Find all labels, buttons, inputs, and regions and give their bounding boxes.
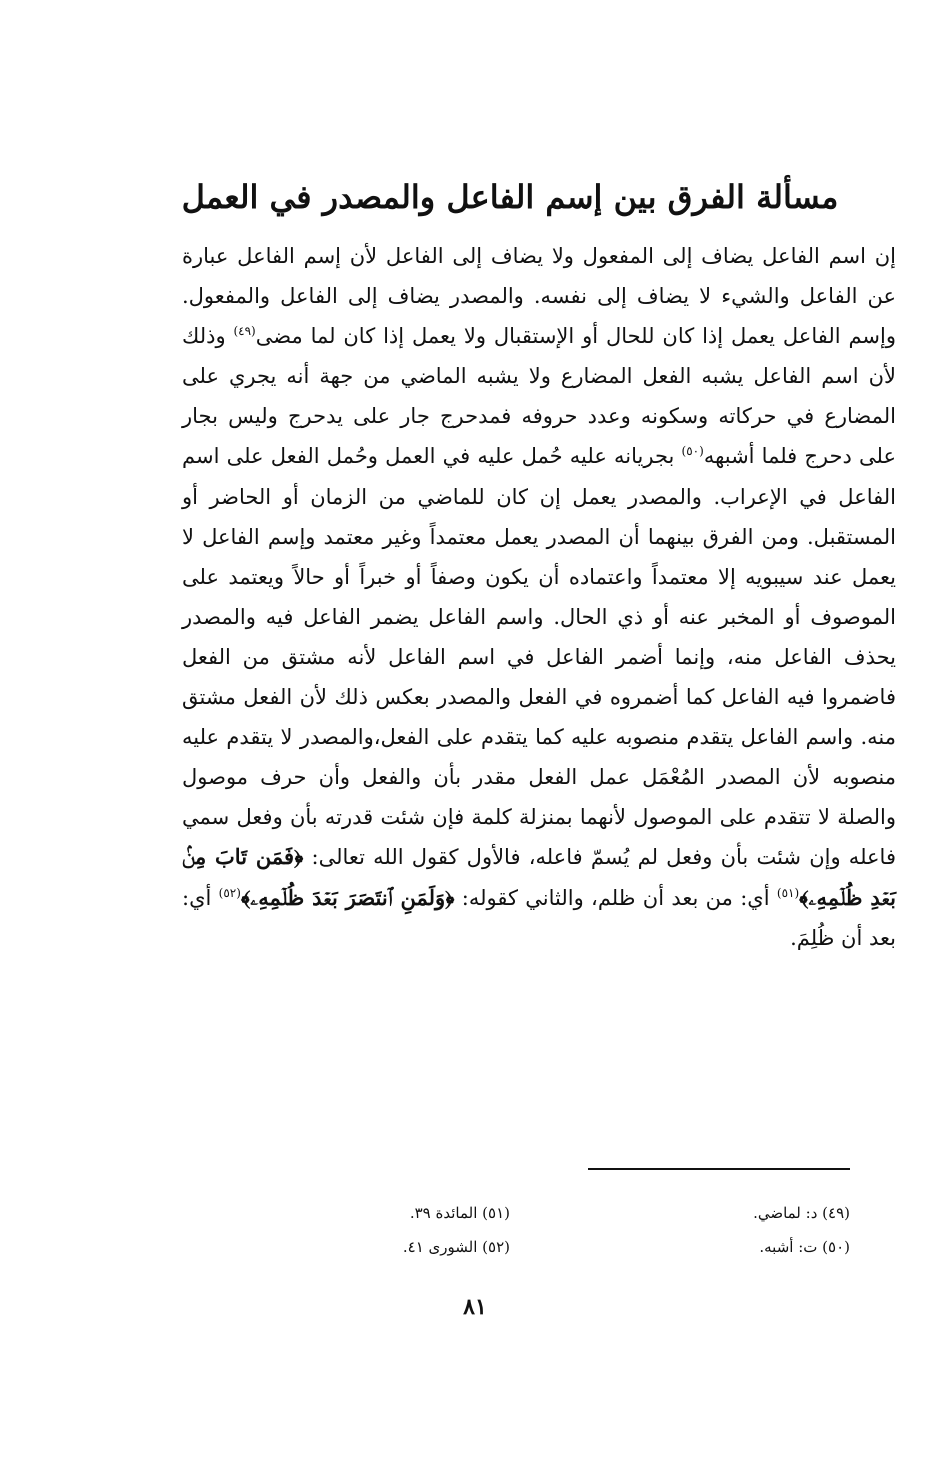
- section-title: مسألة الفرق بين إسم الفاعل والمصدر في العمل: [181, 178, 839, 216]
- text-run: إن اسم الفاعل يضاف إلى المفعول ولا يضاف إلى الفاعل لأن إسم الفاعل عبارة عن الفاعل والشيء لا يضاف إلى نفسه. والمصدر يضاف إلى الفاعل والمفعول. وإسم الفاعل يعمل إذا كان للحال أو الإستقبال ولا يعمل إذا كان لما مضى: [182, 244, 896, 349]
- paragraph: [182, 236, 896, 958]
- footnotes-column-left: [310, 1196, 510, 1264]
- footnote-50: (٥٠) ت: أشبه.: [759, 1238, 850, 1256]
- footnote-49: (٤٩) د: لماضي.: [753, 1204, 850, 1222]
- text-run: أي: بعد أن ظُلِمَ.: [182, 885, 896, 950]
- text-run: بجريانه عليه حُمل عليه في العمل وحُمل الفعل على اسم الفاعل في الإعراب. والمصدر يعمل إن كان للماضي من الزمان أو الحاضر أو المستقبل. ومن الفرق بينهما أن المصدر يعمل معتمداً وغير معتمد وإسم الفاعل لا يعمل عند سيبويه إلا معتمداً واعتماده أن يكون وصفاً أو خبراً أو حالاً ويعتمد على الموصوف أو المخبر عنه أو ذي الحال. واسم الفاعل يضمر الفاعل فيه والمصدر يحذف الفاعل منه، وإنما أضمر الفاعل في اسم الفاعل لأنه مشتق من الفعل فاضمروا فيه الفاعل كما أضمروه في الفعل والمصدر بعكس ذلك لأن الفعل مشتق منه. واسم الفاعل يتقدم منصوبه عليه كما يتقدم على الفعل،والمصدر لا يتقدم عليه منصوبه لأن المصدر المُعْمَل عمل الفعل مقدر بأن والفعل وأن حرف موصول والصلة لا تتقدم على الموصول لأنهما بمنزلة كلمة فإن شئت قدرته بأن وفعل سمي فاعله وإن شئت بأن وفعل لم يُسمّ فاعله، فالأول كقول الله تعالى:: [182, 444, 896, 870]
- footnote-52: (٥٢) الشورى ٤١.: [402, 1238, 510, 1256]
- text-run: وذلك لأن اسم الفاعل يشبه الفعل المضارع ولا يشبه الماضي من جهة أنه يجري على المضارع في حركاته وسكونه وعدد حروفه فمدحرج جار على يدحرج وليس بجار على دحرج فلما أشبهه: [182, 324, 896, 469]
- footnote-ref-49: (٤٩): [233, 324, 256, 339]
- text-run: أي: من بعد أن ظلم، والثاني كقوله:: [454, 885, 777, 910]
- footnote-ref-50: (٥٠): [681, 444, 704, 459]
- footnotes-column-right: [650, 1196, 850, 1264]
- quran-quote-2: ﴿وَلَمَنِ ٱنتَصَرَ بَعۡدَ ظُلۡمِهِۦ﴾: [240, 884, 455, 910]
- footnote-divider: [588, 1168, 850, 1170]
- footnote-ref-51: (٥١): [776, 885, 800, 900]
- footnote-51: (٥١) المائدة ٣٩.: [409, 1204, 510, 1222]
- footnote-ref-52: (٥٢): [218, 885, 241, 900]
- main-text: [182, 236, 896, 958]
- page-number: ٨١: [463, 1294, 487, 1320]
- quran-quote-1: ﴿فَمَن تَابَ مِنۢ بَعۡدِ ظُلۡمِهِۦ﴾: [182, 844, 897, 910]
